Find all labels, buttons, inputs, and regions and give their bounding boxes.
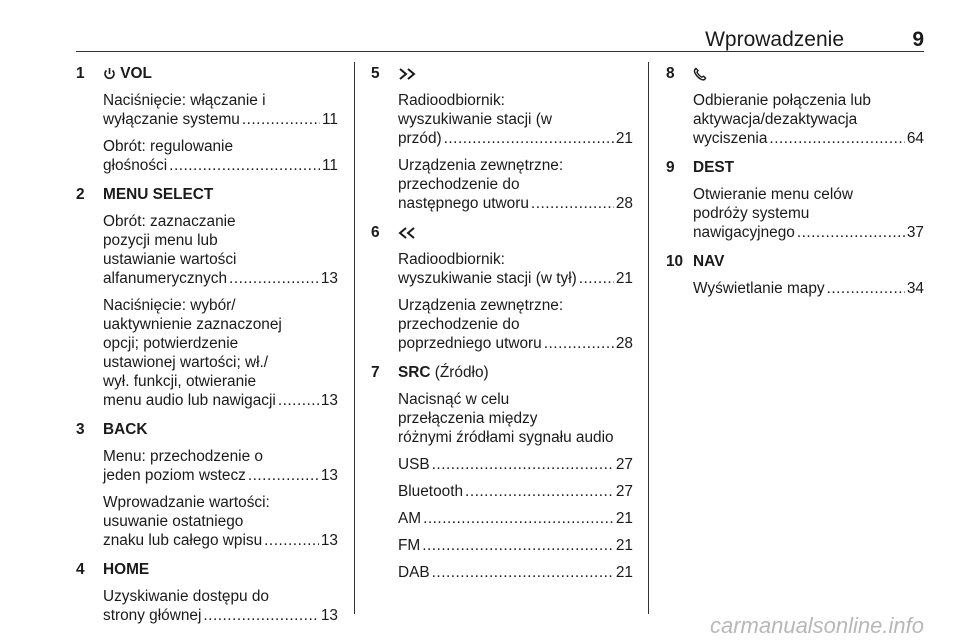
item-9 xyxy=(666,156,924,242)
item-name: HOME xyxy=(103,561,150,578)
entry-text: FM xyxy=(398,537,421,554)
page-ref: 27 xyxy=(615,483,633,500)
item-entry xyxy=(371,91,633,148)
page-ref: 21 xyxy=(615,130,633,147)
entry-text: opcji; potwierdzenie xyxy=(103,335,239,352)
page-ref: 27 xyxy=(615,456,633,473)
item-7 xyxy=(371,361,633,582)
entry-text: różnymi źródłami sygnału audio xyxy=(398,429,614,446)
entry-ref xyxy=(398,334,633,353)
item-heading xyxy=(371,361,633,385)
entry-text: wyłączanie systemu xyxy=(103,111,240,128)
item-entry xyxy=(371,156,633,213)
item-entry xyxy=(76,137,338,175)
entry-ref xyxy=(398,194,633,213)
item-10 xyxy=(666,250,924,298)
page-ref: 13 xyxy=(320,270,338,287)
item-entry xyxy=(371,482,633,501)
entry-text: Naciśnięcie: wybór/ xyxy=(103,297,236,314)
entry-text: przechodzenie do xyxy=(398,316,520,333)
item-entry xyxy=(371,455,633,474)
entry-text: wyszukiwanie stacji (w xyxy=(398,111,552,128)
item-3 xyxy=(76,418,338,550)
entry-text: przód) xyxy=(398,130,442,147)
item-entry xyxy=(76,296,338,410)
column-divider xyxy=(354,62,355,614)
entry-text: Urządzenia zewnętrzne: xyxy=(398,157,564,174)
item-number: 3 xyxy=(76,421,85,438)
column-2 xyxy=(371,62,633,590)
item-6 xyxy=(371,221,633,353)
item-heading xyxy=(76,418,338,442)
page-ref: 13 xyxy=(320,532,338,549)
item-name: SRC xyxy=(398,364,431,381)
entry-text: Naciśnięcie: włączanie i xyxy=(103,92,266,109)
leader-dots xyxy=(465,482,614,501)
leader-dots xyxy=(544,334,614,353)
entry-ref xyxy=(398,509,633,528)
entry-text: Wyświetlanie mapy xyxy=(693,280,825,297)
item-name: BACK xyxy=(103,421,148,438)
entry-ref xyxy=(693,129,924,148)
item-number: 10 xyxy=(666,253,684,270)
item-name: VOL xyxy=(120,65,152,82)
entry-text: wyciszenia xyxy=(693,130,768,147)
leader-dots xyxy=(579,269,614,288)
seek-back-icon xyxy=(398,226,418,240)
item-entry xyxy=(76,212,338,288)
page-ref: 13 xyxy=(320,467,338,484)
entry-text: usuwanie ostatniego xyxy=(103,513,244,530)
page-ref: 37 xyxy=(906,224,924,241)
item-heading xyxy=(76,183,338,207)
entry-ref xyxy=(103,156,338,175)
item-number: 6 xyxy=(371,224,380,241)
item-entry xyxy=(371,250,633,288)
entry-text: Menu: przechodzenie o xyxy=(103,448,263,465)
entry-text: poprzedniego utworu xyxy=(398,335,542,352)
entry-text: Radioodbiornik: xyxy=(398,251,505,268)
leader-dots xyxy=(423,509,614,528)
leader-dots xyxy=(797,223,905,242)
page-ref: 28 xyxy=(615,335,633,352)
leader-dots xyxy=(203,606,318,625)
entry-text: Bluetooth xyxy=(398,483,464,500)
entry-text: znaku lub całego wpisu xyxy=(103,532,263,549)
item-number: 4 xyxy=(76,561,85,578)
column-divider xyxy=(648,62,649,614)
entry-text: Obrót: zaznaczanie xyxy=(103,213,236,230)
leader-dots xyxy=(242,110,320,129)
leader-dots xyxy=(444,129,614,148)
item-heading xyxy=(76,558,338,582)
leader-dots xyxy=(278,391,319,410)
entry-text: Wprowadzanie wartości: xyxy=(103,494,270,511)
leader-dots xyxy=(531,194,614,213)
item-name-suffix: (Źródło) xyxy=(434,364,489,381)
item-number: 2 xyxy=(76,186,85,203)
entry-text: przełączenia między xyxy=(398,410,538,427)
entry-ref xyxy=(398,455,633,474)
entry-text: alfanumerycznych xyxy=(103,270,228,287)
page-ref: 21 xyxy=(615,537,633,554)
page-ref: 28 xyxy=(615,195,633,212)
entry-ref xyxy=(103,391,338,410)
entry-text: menu audio lub nawigacji xyxy=(103,392,276,409)
entry-text: aktywacja/dezaktywacja xyxy=(693,111,858,128)
entry-text: strony głównej xyxy=(103,607,202,624)
entry-ref xyxy=(103,269,338,288)
leader-dots xyxy=(827,279,905,298)
entry-ref xyxy=(398,129,633,148)
item-entry xyxy=(371,296,633,353)
item-entry xyxy=(76,447,338,485)
item-number: 9 xyxy=(666,159,675,176)
entry-text: uaktywnienie zaznaczonej xyxy=(103,316,282,333)
header-rule xyxy=(76,51,924,52)
entry-ref xyxy=(398,269,633,288)
entry-text: Urządzenia zewnętrzne: xyxy=(398,297,564,314)
entry-text: Radioodbiornik: xyxy=(398,92,505,109)
item-number: 8 xyxy=(666,65,675,82)
entry-text: następnego utworu xyxy=(398,195,529,212)
leader-dots xyxy=(248,466,319,485)
watermark: carmanualsonline.info xyxy=(709,613,924,638)
item-name: DEST xyxy=(693,159,735,176)
leader-dots xyxy=(422,536,614,555)
item-heading xyxy=(76,62,338,86)
entry-text: ustawianie wartości xyxy=(103,251,237,268)
entry-text: Nacisnąć w celu xyxy=(398,391,510,408)
item-1 xyxy=(76,62,338,175)
entry-text: DAB xyxy=(398,564,430,581)
item-heading xyxy=(371,62,633,86)
item-entry xyxy=(666,91,924,148)
leader-dots xyxy=(169,156,320,175)
entry-text: Obrót: regulowanie xyxy=(103,138,234,155)
entry-text: ustawionej wartości; wł./ xyxy=(103,354,269,371)
entry-text: Otwieranie menu celów xyxy=(693,186,853,203)
entry-text: Odbieranie połączenia lub xyxy=(693,92,871,109)
item-4 xyxy=(76,558,338,625)
entry-text: wyszukiwanie stacji (w tył) xyxy=(398,270,577,287)
page-ref: 21 xyxy=(615,510,633,527)
page-ref: 11 xyxy=(322,111,338,128)
item-8 xyxy=(666,62,924,148)
page-ref: 34 xyxy=(906,280,924,297)
item-2 xyxy=(76,183,338,410)
entry-text: USB xyxy=(398,456,430,473)
item-entry xyxy=(371,563,633,582)
seek-forward-icon xyxy=(398,67,418,81)
entry-ref xyxy=(103,606,338,625)
leader-dots xyxy=(432,563,614,582)
entry-ref xyxy=(693,223,924,242)
item-5 xyxy=(371,62,633,213)
item-number: 1 xyxy=(76,65,85,82)
page-ref: 21 xyxy=(615,564,633,581)
item-heading xyxy=(666,62,924,86)
item-entry xyxy=(76,91,338,129)
entry-text: AM xyxy=(398,510,422,527)
entry-text: wył. funkcji, otwieranie xyxy=(103,373,257,390)
item-name: MENU SELECT xyxy=(103,186,214,203)
entry-ref xyxy=(103,110,338,129)
page-ref: 13 xyxy=(320,392,338,409)
page-title: Wprowadzenie xyxy=(705,28,844,51)
item-heading xyxy=(371,221,633,245)
entry-ref xyxy=(398,563,633,582)
entry-text: pozycji menu lub xyxy=(103,232,218,249)
power-icon xyxy=(103,67,116,81)
entry-text: głośności xyxy=(103,157,168,174)
entry-ref xyxy=(103,466,338,485)
item-heading xyxy=(666,250,924,274)
item-entry xyxy=(76,493,338,550)
page-header xyxy=(76,26,924,54)
leader-dots xyxy=(264,531,319,550)
item-number: 5 xyxy=(371,65,380,82)
column-3 xyxy=(666,62,924,306)
item-name: NAV xyxy=(693,253,725,270)
page-ref: 11 xyxy=(322,157,338,174)
entry-ref xyxy=(693,279,924,298)
item-entry xyxy=(666,279,924,298)
leader-dots xyxy=(769,129,904,148)
item-entry xyxy=(76,587,338,625)
page-ref: 21 xyxy=(615,270,633,287)
entry-text: Uzyskiwanie dostępu do xyxy=(103,588,269,605)
item-entry xyxy=(371,536,633,555)
entry-text: jeden poziom wstecz xyxy=(103,467,246,484)
page-ref: 13 xyxy=(320,607,338,624)
entry-text: nawigacyjnego xyxy=(693,224,795,241)
page-number: 9 xyxy=(912,28,924,51)
phone-icon xyxy=(693,67,707,81)
entry-text: przechodzenie do xyxy=(398,176,520,193)
item-entry xyxy=(371,390,633,447)
column-1 xyxy=(76,62,338,633)
item-entry xyxy=(666,185,924,242)
entry-text: podróży systemu xyxy=(693,205,810,222)
entry-ref xyxy=(103,531,338,550)
entry-ref xyxy=(398,536,633,555)
page-ref: 64 xyxy=(906,130,924,147)
entry-ref xyxy=(398,482,633,501)
leader-dots xyxy=(229,269,319,288)
item-heading xyxy=(666,156,924,180)
leader-dots xyxy=(432,455,614,474)
item-entry xyxy=(371,509,633,528)
item-number: 7 xyxy=(371,364,380,381)
